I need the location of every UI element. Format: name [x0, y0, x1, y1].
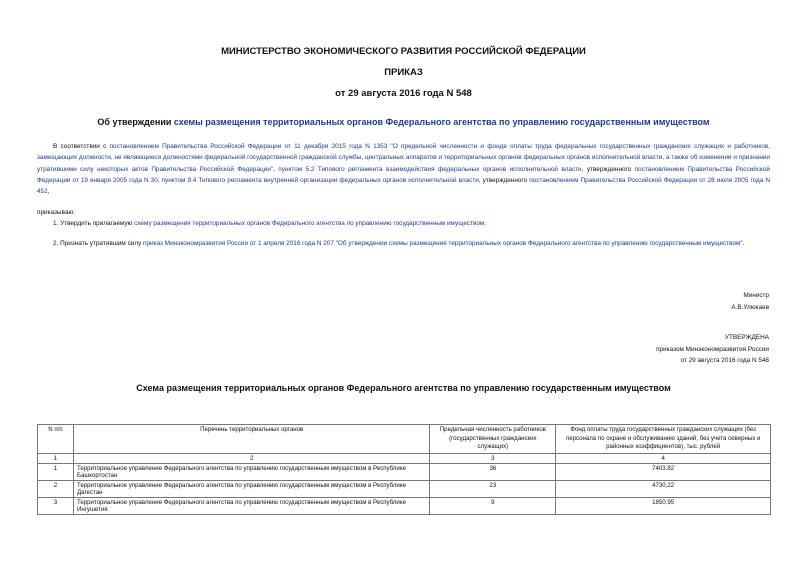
- row-fund: 7403,82: [556, 464, 771, 481]
- col-number-3: 3: [430, 454, 556, 464]
- header-fund: Фонд оплаты труда государственных гражданских служащих (без персонала по охране и обслуживанию зданий, без учета северных и районных коэффициентов), тыс. рублей: [556, 425, 771, 454]
- approval-line-3: от 29 августа 2016 года N 548: [680, 357, 769, 364]
- approval-line-2: приказом Минэкономразвития России: [656, 345, 769, 353]
- approval-line-1: УТВЕРЖДЕНА: [724, 334, 769, 341]
- row-fund: 1850,95: [556, 498, 771, 515]
- table-row: [38, 498, 771, 515]
- preamble-paragraph: [37, 141, 770, 197]
- col-number-4: 4: [556, 454, 771, 464]
- orders-word: приказываю:: [37, 209, 75, 216]
- regulation-5-2-link[interactable]: пунктом 5.2 Типового регламента взаимодействия федеральных органов исполнительной власти: [278, 165, 582, 173]
- row-number: 1: [38, 464, 74, 481]
- resolution-1353-link[interactable]: постановлением Правительства Российской Федерации от 11 декабря 2015 года N 1353 "О предельной численности и фонде оплаты труда федеральных государственных гражданских служащих и работников, замещающих должности, не являющиеся должностями федеральной государственной гражданской службы, центральных аппаратов и территориальных органов федеральных органов исполнительной власти, а также об изменении и признании утратившими силу некоторых актов Правительства Российской Федерации": [37, 143, 770, 173]
- resolution-30-link[interactable]: постановлением Правительства Российской Федерации от 19 января 2005 года N 30: [37, 165, 771, 184]
- item-1-text: 1. Утвердить прилагаемую: [53, 220, 135, 227]
- schema-link[interactable]: схему размещения территориальных органов Федерального агентства по управлению государственным имуществом: [134, 220, 485, 227]
- document-title: [0, 117, 807, 127]
- title-link[interactable]: схемы размещения территориальных органов Федерального агентства по управлению государственным имуществом: [173, 117, 710, 127]
- signature-name: А.В.Улюкаев: [731, 303, 769, 311]
- header-staff: Предельная численность работников (государственных гражданских служащих): [430, 425, 556, 454]
- preamble-text-f: ,: [47, 188, 50, 196]
- header-organs: Перечень территориальных органов: [73, 425, 429, 454]
- col-number-2: 2: [73, 454, 429, 464]
- preamble-text-c: , утвержденного: [581, 165, 635, 173]
- header-number: N п/п: [38, 425, 74, 454]
- table-col-numbers-row: [38, 454, 771, 464]
- item-2-end: .: [742, 240, 745, 247]
- row-staff: 36: [430, 464, 556, 481]
- regulation-9-4-link[interactable]: пунктом 9.4 Типового регламента внутренней организации федеральных органов исполнительной власти: [161, 176, 479, 184]
- row-organ-name: Территориальное управление Федерального агентства по управлению государственным имуществом в Республике Дагестан: [73, 481, 429, 498]
- row-organ-name: Территориальное управление Федерального агентства по управлению государственным имуществом в Республике Башкортостан: [73, 464, 429, 481]
- signature-block: [731, 290, 769, 313]
- item-2: [37, 238, 770, 249]
- table-header-row: [38, 425, 771, 454]
- item-1: [37, 218, 770, 229]
- schema-table: [37, 424, 771, 515]
- item-2-text: 2. Признать утратившим силу: [53, 240, 144, 247]
- order-207-link[interactable]: приказ Минэкономразвития России от 1 апреля 2016 года N 207 "Об утверждении схемы размещения территориальных органов Федерального агентства по управлению государственным имуществом": [143, 240, 743, 247]
- doc-date-number: от 29 августа 2016 года N 548: [335, 88, 472, 99]
- item-1-end: .: [484, 220, 487, 227]
- preamble-text-e: , утвержденного: [478, 176, 530, 184]
- doc-type-heading: ПРИКАЗ: [384, 67, 423, 78]
- signature-position: Министр: [743, 292, 769, 299]
- preamble-text-d: ,: [157, 176, 162, 184]
- schema-title: Схема размещения территориальных органов Федерального агентства по управлению государственным имуществом: [136, 383, 671, 393]
- approval-block: [656, 332, 769, 367]
- row-number: 2: [38, 481, 74, 498]
- row-number: 3: [38, 498, 74, 515]
- col-number-1: 1: [38, 454, 74, 464]
- table-row: [38, 464, 771, 481]
- row-staff: 23: [430, 481, 556, 498]
- title-prefix: Об утверждении: [97, 117, 174, 127]
- preamble-text-b: ,: [273, 165, 279, 173]
- row-organ-name: Территориальное управление Федерального агентства по управлению государственным имуществом в Республике Ингушетия: [73, 498, 429, 515]
- table-row: [38, 481, 771, 498]
- ministry-heading: МИНИСТЕРСТВО ЭКОНОМИЧЕСКОГО РАЗВИТИЯ РОССИЙСКОЙ ФЕДЕРАЦИИ: [221, 46, 586, 57]
- row-staff: 9: [430, 498, 556, 515]
- resolution-452-link[interactable]: постановлением Правительства Российской Федерации от 28 июля 2005 года N 452: [37, 176, 770, 196]
- row-fund: 4730,22: [556, 481, 771, 498]
- preamble-text-a: В соответствии с: [53, 143, 110, 150]
